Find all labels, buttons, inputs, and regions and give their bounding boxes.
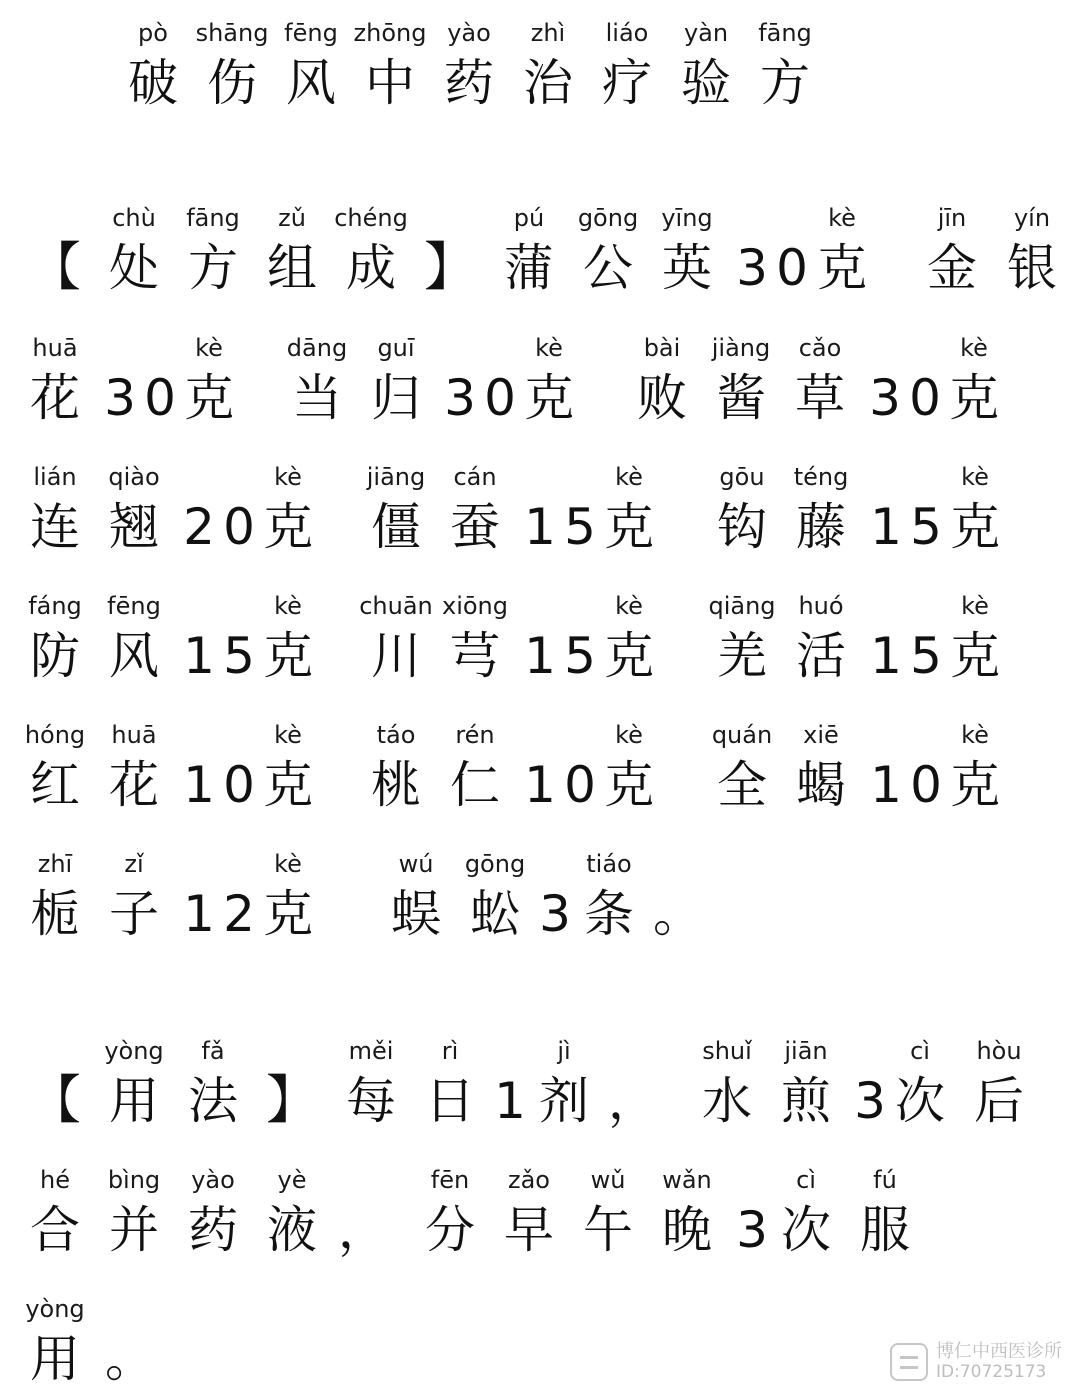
pinyin: xiē [803,721,839,749]
pinyin [638,849,718,879]
pinyin: quán [711,721,773,749]
ruby-char [568,203,648,303]
hanzi: 用 [30,1330,80,1388]
hanzi: 桃 [371,756,421,814]
hanzi: 。 [105,1330,155,1388]
hanzi: 克 [949,369,999,427]
pinyin: kè [274,592,302,620]
hanzi: 中 [365,54,415,112]
pinyin: cì [796,1166,816,1194]
ruby-char [90,1294,170,1394]
hanzi: 栀 [30,885,80,943]
ruby-char [745,18,825,118]
ruby-char [410,203,490,303]
hanzi: 。 [653,885,703,943]
hanzi: 钩 [717,498,767,556]
hanzi: 液 [267,1201,317,1259]
pinyin [297,849,377,879]
hanzi: 当 [292,369,342,427]
pinyin: zǐ [124,850,144,878]
hanzi: ， [608,1072,658,1130]
pinyin: shāng [195,19,269,47]
pinyin: kè [615,463,643,491]
pinyin: fāng [758,19,812,47]
hanzi: 条 [584,885,634,943]
pinyin: zhì [530,19,566,47]
ruby-char [622,333,702,433]
pinyin [15,1036,95,1066]
hanzi: 5 [910,627,942,685]
pinyin [410,203,490,233]
pinyin: cán [453,463,497,491]
hanzi: 红 [30,756,80,814]
hanzi: 僵 [371,498,421,556]
ruby-char [173,203,253,303]
ruby-char [935,720,1015,820]
pinyin: wǔ [590,1166,626,1194]
pinyin: wú [398,850,434,878]
pinyin: fēng [107,592,161,620]
pinyin [252,1036,332,1066]
hanzi: 蜈 [391,885,441,943]
hanzi: 草 [795,369,845,427]
hanzi: 【 [28,1071,81,1131]
ruby-char [356,591,436,691]
pinyin: yè [277,1166,307,1194]
pinyin: fāng [186,204,240,232]
pinyin: yào [447,19,491,47]
ruby-char [569,849,649,949]
hanzi: 方 [760,54,810,112]
hanzi: 组 [267,239,317,297]
pinyin: lián [33,463,77,491]
hanzi: 分 [425,1201,475,1259]
pinyin [90,1294,170,1324]
hanzi: 治 [523,54,573,112]
pinyin: shuǐ [702,1037,752,1065]
hanzi: 归 [371,369,421,427]
hanzi: 银 [1007,239,1057,297]
pinyin [323,1165,403,1195]
ruby-char [15,720,95,820]
ruby-char [702,720,782,820]
hanzi [297,879,377,949]
pinyin: fēn [430,1166,470,1194]
hanzi: 方 [188,239,238,297]
ruby-char [271,18,351,118]
pinyin: kè [274,721,302,749]
pinyin: yòng [25,1295,85,1323]
hanzi: ， [338,1201,388,1259]
pinyin: kè [615,592,643,620]
ruby-char [331,203,411,303]
pinyin: hé [40,1166,70,1194]
watermark-id: ID:70725173 [936,1362,1047,1382]
hanzi: 克 [524,369,574,427]
hanzi: 0 [144,369,176,427]
pinyin: hòu [976,1037,1022,1065]
ruby-char [587,18,667,118]
ruby-char [173,1036,253,1136]
pinyin: rén [455,721,495,749]
hanzi: 每 [346,1072,396,1130]
pinyin: fú [873,1166,897,1194]
hanzi: 0 [910,756,942,814]
hanzi: 1 [870,756,902,814]
pinyin: kè [828,204,856,232]
hanzi: 合 [30,1201,80,1259]
hanzi: 疗 [602,54,652,112]
ruby-char [173,1165,253,1265]
hanzi: 1 [524,756,556,814]
ruby-char [666,18,746,118]
hanzi: 克 [950,498,1000,556]
ruby-char [356,720,436,820]
pinyin: gōu [719,463,765,491]
hanzi: 5 [564,627,596,685]
hanzi: 日 [425,1072,475,1130]
ruby-char [331,1036,411,1136]
ruby-char [15,591,95,691]
hanzi: 早 [504,1201,554,1259]
ruby-char [687,1036,767,1136]
hanzi: 克 [950,627,1000,685]
hanzi: 次 [781,1201,831,1259]
pinyin: bài [643,334,681,362]
hanzi: 1 [183,627,215,685]
hanzi: 1 [524,627,556,685]
hanzi: 5 [910,498,942,556]
ruby-char [568,1165,648,1265]
hanzi: 蚕 [450,498,500,556]
hanzi: 克 [604,627,654,685]
hanzi: 1 [524,498,556,556]
hanzi: 】 [423,238,476,298]
hanzi: 0 [776,239,808,297]
watermark [890,1342,1062,1382]
hanzi: 剂 [539,1072,589,1130]
hanzi: 3 [444,369,476,427]
hanzi: 公 [583,239,633,297]
hanzi: 5 [223,627,255,685]
hanzi: 蒲 [504,239,554,297]
pinyin: kè [615,721,643,749]
hanzi: 克 [263,756,313,814]
pinyin [15,203,95,233]
hanzi: 3 [104,369,136,427]
ruby-char [489,1165,569,1265]
ruby-char [701,333,781,433]
hanzi: 煎 [781,1072,831,1130]
hanzi: 0 [223,756,255,814]
hanzi: 午 [583,1201,633,1259]
hanzi: 克 [604,498,654,556]
pinyin: fēng [284,19,338,47]
hanzi: 花 [30,369,80,427]
pinyin: huó [798,592,844,620]
pinyin: zǎo [508,1166,550,1194]
hanzi: 成 [346,239,396,297]
pinyin: tiáo [586,850,632,878]
hanzi: 验 [681,54,731,112]
pinyin: cǎo [798,334,842,362]
pinyin: kè [274,850,302,878]
hanzi: 克 [263,498,313,556]
pinyin: bìng [107,1166,161,1194]
hanzi: 蚣 [470,885,520,943]
ruby-char [94,203,174,303]
pinyin: chù [112,204,156,232]
ruby-char [524,1036,604,1136]
pinyin: hóng [24,721,86,749]
hanzi: 英 [662,239,712,297]
pinyin: yòng [104,1037,164,1065]
hanzi: 败 [637,369,687,427]
pinyin: zǔ [278,204,306,232]
hanzi: 用 [109,1072,159,1130]
ruby-char [15,849,95,949]
hanzi: 风 [286,54,336,112]
pinyin: qiāng [708,592,776,620]
hanzi: 1 [870,498,902,556]
pinyin: huā [32,334,78,362]
ruby-char [912,203,992,303]
hanzi: 克 [950,756,1000,814]
pinyin [593,1036,673,1066]
hanzi: 克 [604,756,654,814]
pinyin: dāng [286,334,348,362]
hanzi: 法 [188,1072,238,1130]
hanzi: 【 [28,238,81,298]
pinyin: gōng [577,204,639,232]
pinyin: kè [961,721,989,749]
hanzi: 克 [817,239,867,297]
hanzi: 3 [539,885,571,943]
ruby-char [935,462,1015,562]
ruby-char [252,203,332,303]
hanzi: 克 [184,369,234,427]
hanzi: 花 [109,756,159,814]
ruby-char [959,1036,1039,1136]
hanzi: 药 [188,1201,238,1259]
pinyin: jiān [784,1037,828,1065]
pinyin: huā [111,721,157,749]
hanzi: 芎 [450,627,500,685]
pinyin: xiōng [442,592,508,620]
ruby-char [277,333,357,433]
ruby-char [15,462,95,562]
pinyin: fáng [28,592,82,620]
ruby-char [15,1165,95,1265]
pinyin: liáo [605,19,649,47]
watermark-text [936,1342,1062,1382]
pinyin: guī [377,334,415,362]
hanzi: 川 [371,627,421,685]
ruby-char [94,1036,174,1136]
ruby-char [410,1165,490,1265]
pinyin: zhī [37,850,73,878]
hanzi: 0 [223,498,255,556]
hanzi: 水 [702,1072,752,1130]
pinyin: měi [348,1037,394,1065]
pinyin: yīng [661,204,713,232]
hanzi: 羌 [717,627,767,685]
pinyin: kè [195,334,223,362]
pinyin: téng [793,463,849,491]
ruby-char [935,591,1015,691]
hanzi: 3 [869,369,901,427]
ruby-char [992,203,1072,303]
hanzi: 5 [564,498,596,556]
pinyin: yàn [683,19,729,47]
hanzi: 2 [223,885,255,943]
hanzi: 蝎 [796,756,846,814]
pinyin: chuān [359,592,433,620]
ruby-char [15,203,95,303]
pinyin: jīn [937,204,967,232]
hanzi: 晚 [662,1201,712,1259]
hanzi: 0 [484,369,516,427]
pinyin: pò [138,19,168,47]
hanzi: 次 [895,1072,945,1130]
hanzi: 1 [494,1072,526,1130]
ruby-char [934,333,1014,433]
ruby-char [323,1165,403,1265]
hanzi: 】 [265,1071,318,1131]
hanzi: 后 [974,1072,1024,1130]
pinyin: yín [1013,204,1051,232]
hanzi: 翘 [109,498,159,556]
ruby-char [638,849,718,949]
ruby-char [15,1294,95,1394]
pinyin: jiàng [711,334,771,362]
clinic-logo-icon [890,1343,928,1381]
hanzi: 3 [736,1201,768,1259]
ruby-char [702,462,782,562]
pinyin: táo [376,721,416,749]
hanzi: 子 [109,885,159,943]
hanzi: 防 [30,627,80,685]
ruby-char [766,1165,846,1265]
ruby-char [702,591,782,691]
pinyin: jì [557,1037,571,1065]
hanzi: 0 [909,369,941,427]
ruby-char [356,462,436,562]
pinyin: kè [961,463,989,491]
hanzi: 3 [736,239,768,297]
hanzi: 仁 [450,756,500,814]
ruby-char [508,18,588,118]
pinyin: yào [191,1166,235,1194]
hanzi: 藤 [796,498,846,556]
pinyin: rì [441,1037,459,1065]
ruby-char [489,203,569,303]
pinyin: pú [513,204,545,232]
ruby-char [845,1165,925,1265]
ruby-char [297,849,377,949]
ruby-char [192,18,272,118]
hanzi: 1 [183,756,215,814]
ruby-char [376,849,456,949]
hanzi: 风 [109,627,159,685]
hanzi: 酱 [716,369,766,427]
hanzi: 3 [854,1072,886,1130]
pinyin: chéng [334,204,408,232]
hanzi: 1 [870,627,902,685]
pinyin: qiào [108,463,160,491]
hanzi: 1 [183,885,215,943]
pinyin: jiāng [366,463,426,491]
ruby-char [252,1165,332,1265]
watermark-name: 博仁中西医诊所 [936,1341,1062,1362]
pinyin: zhōng [353,19,427,47]
hanzi: 并 [109,1201,159,1259]
pinyin: fǎ [201,1037,225,1065]
hanzi: 药 [444,54,494,112]
pinyin: kè [274,463,302,491]
hanzi: 连 [30,498,80,556]
ruby-char [113,18,193,118]
hanzi: 金 [927,239,977,297]
hanzi: 2 [183,498,215,556]
hanzi: 破 [128,54,178,112]
ruby-char [593,1036,673,1136]
hanzi: 处 [109,239,159,297]
hanzi: 克 [263,885,313,943]
ruby-char [252,1036,332,1136]
ruby-char [880,1036,960,1136]
hanzi: 全 [717,756,767,814]
pinyin: kè [535,334,563,362]
ruby-char [429,18,509,118]
pinyin: wǎn [662,1166,712,1194]
ruby-char [94,1165,174,1265]
pinyin: cì [910,1037,930,1065]
hanzi: 活 [796,627,846,685]
pinyin: gōng [464,850,526,878]
ruby-char [15,1036,95,1136]
hanzi: 克 [263,627,313,685]
hanzi: 伤 [207,54,257,112]
pinyin: kè [961,592,989,620]
hanzi: 0 [564,756,596,814]
ruby-char [350,18,430,118]
hanzi: 服 [860,1201,910,1259]
pinyin: kè [960,334,988,362]
